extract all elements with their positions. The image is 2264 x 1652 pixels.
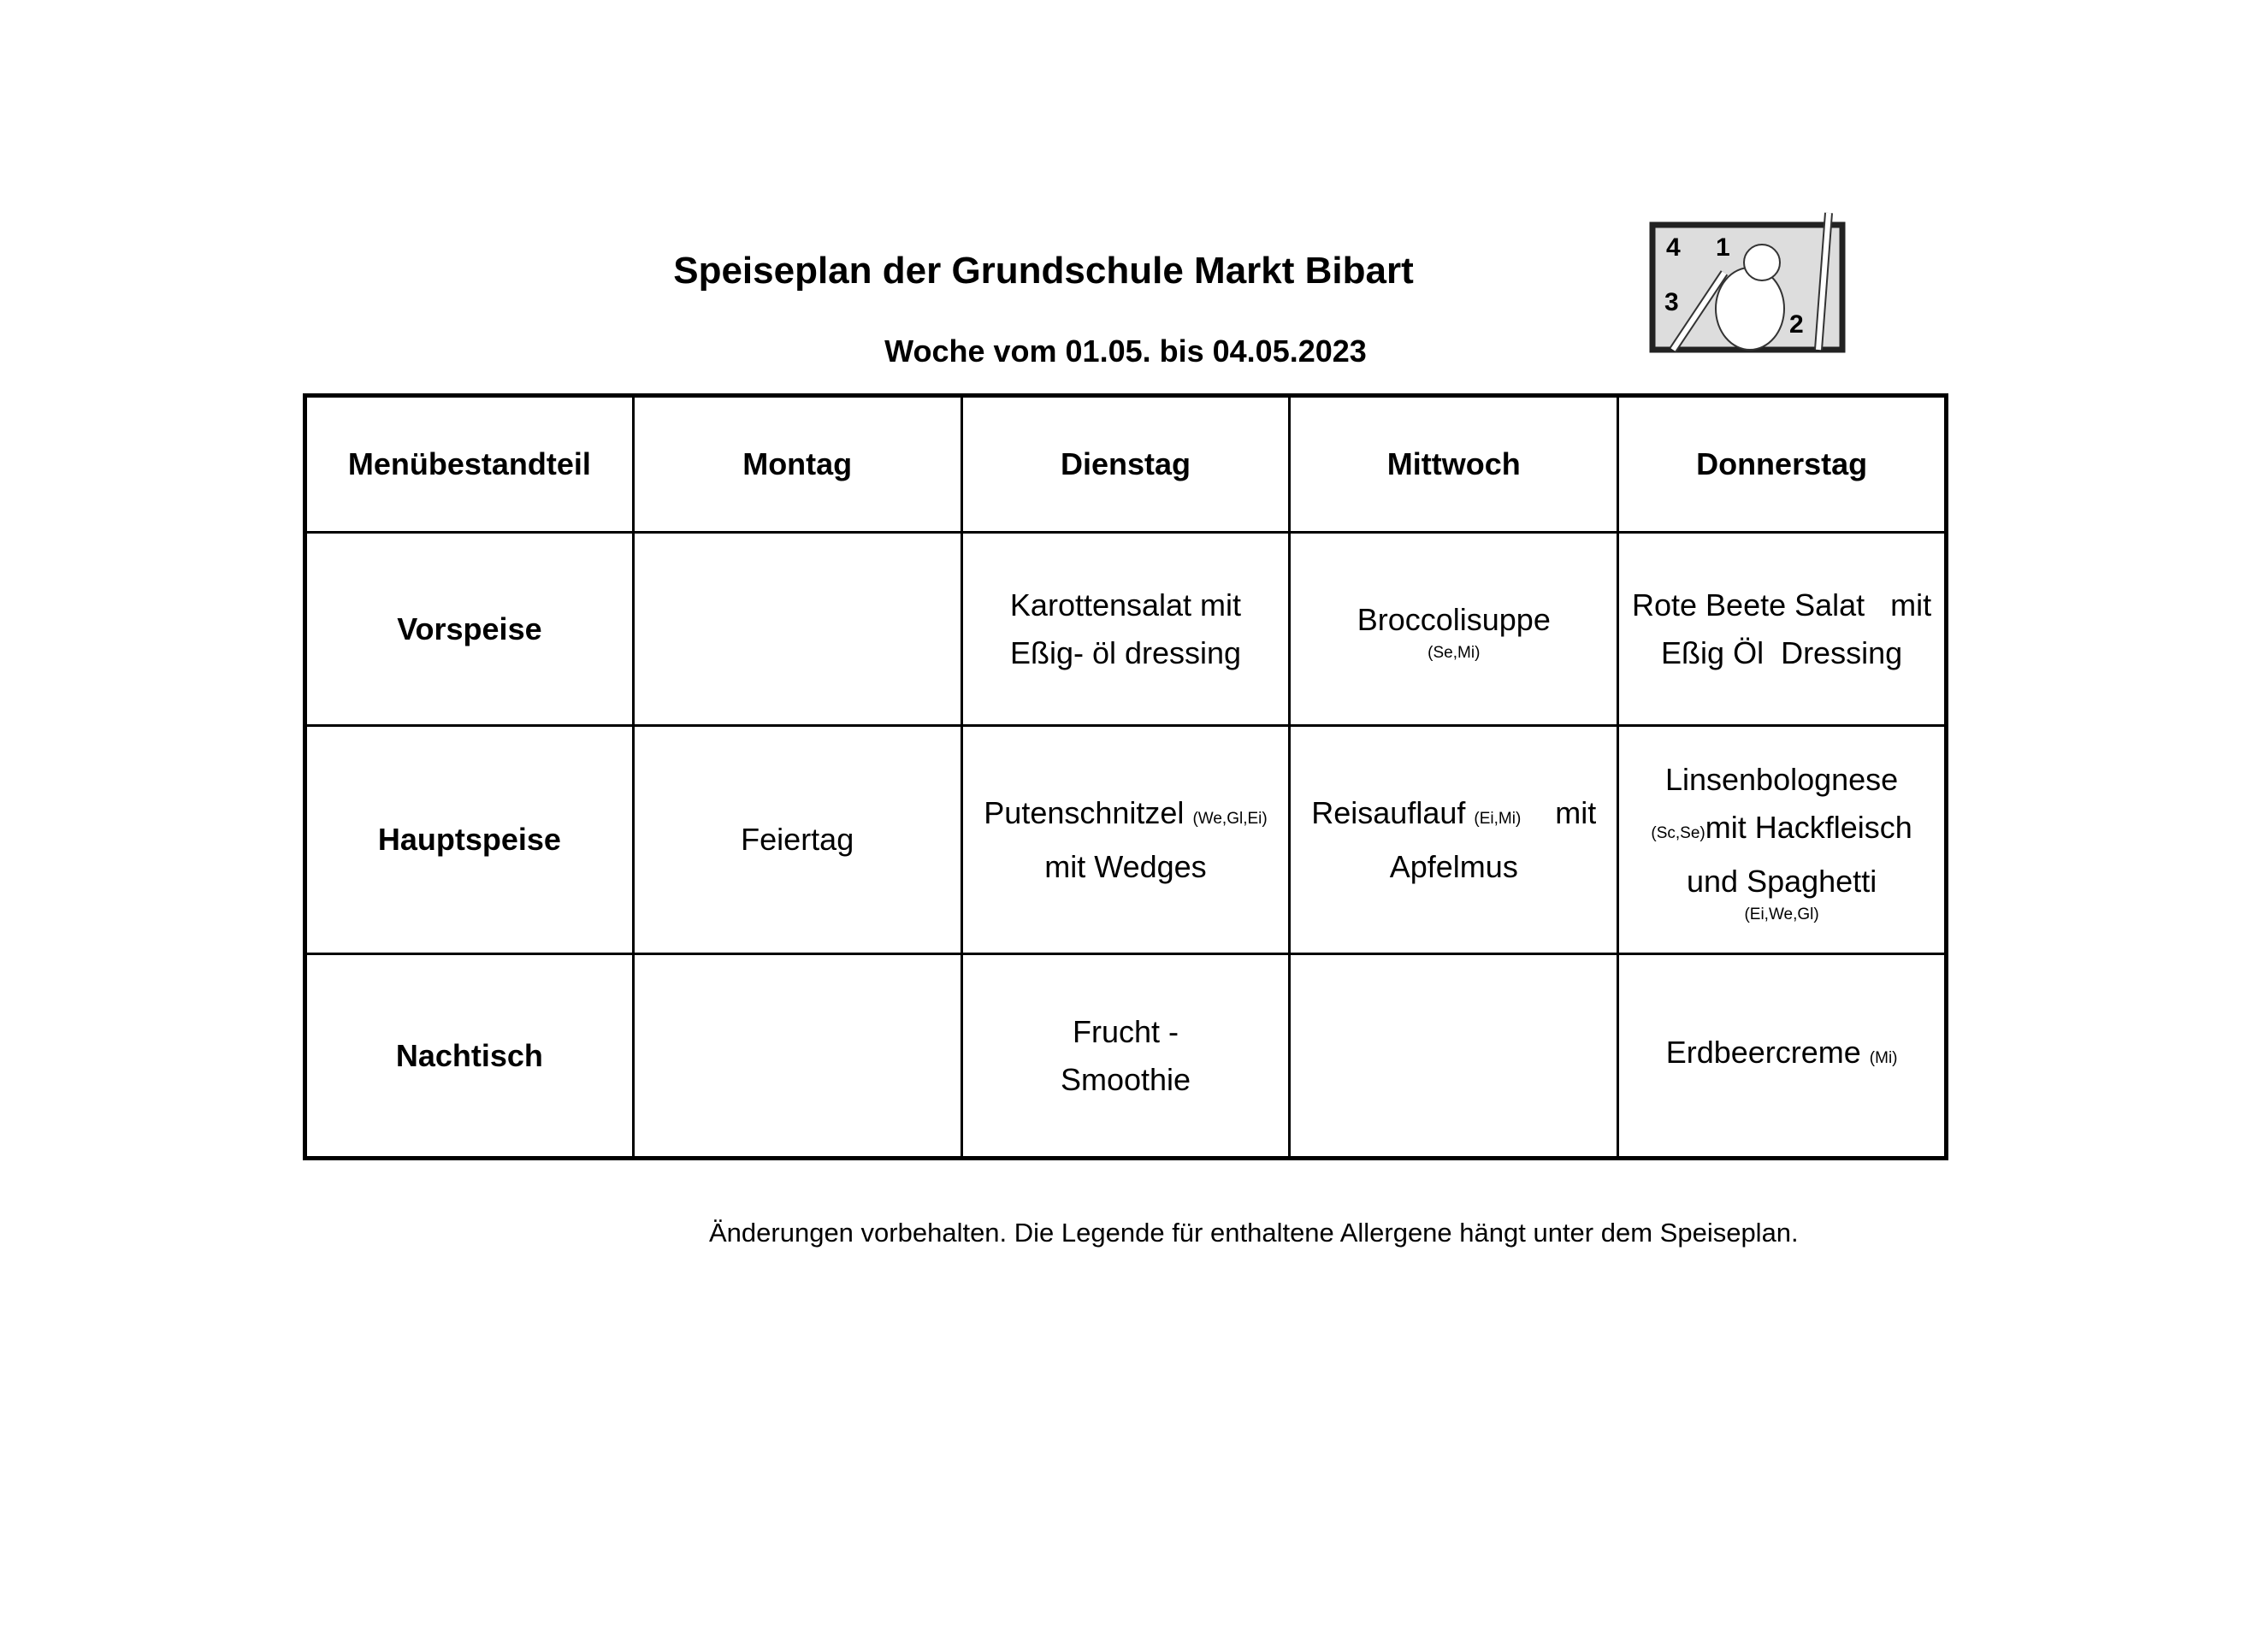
column-header: Donnerstag (1618, 396, 1947, 533)
cell-line: mit Wedges (1044, 848, 1207, 884)
cell-line: Eßig- öl dressing (1009, 634, 1242, 670)
allergen-note: (Ei,Mi) (1474, 809, 1522, 828)
svg-text:2: 2 (1789, 310, 1804, 339)
cell-mittwoch (1290, 726, 1618, 954)
table-header-row (305, 396, 1947, 533)
cell-montag (633, 533, 961, 726)
allergen-note: (Ei,We,Gl) (1744, 905, 1819, 923)
cell-line: und Spaghetti (1687, 863, 1877, 899)
week-range: Woche vom 01.05. bis 04.05.2023 (884, 333, 1367, 369)
row-label: Nachtisch (305, 954, 634, 1159)
cell-montag: Feiertag (633, 726, 961, 954)
allergen-note: (Sc,Se) (1651, 823, 1705, 842)
cell-mittwoch (1290, 954, 1618, 1159)
cell-line: Eßig Öl Dressing (1661, 634, 1903, 670)
allergen-note: (We,Gl,Ei) (1192, 809, 1268, 828)
footer-note: Änderungen vorbehalten. Die Legende für enthaltene Allergene hängt unter dem Speiseplan. (709, 1218, 1799, 1248)
cell-mittwoch (1290, 533, 1618, 726)
svg-text:1: 1 (1716, 233, 1730, 262)
cell-line: Karottensalat mit (1009, 587, 1242, 622)
school-mascot-logo (1647, 204, 1853, 355)
cell-dienstag (961, 726, 1290, 954)
cell-line: Smoothie (1060, 1061, 1191, 1097)
cell-line: Broccolisuppe (1357, 601, 1551, 637)
column-header: Mittwoch (1290, 396, 1618, 533)
svg-text:3: 3 (1664, 288, 1679, 316)
cell-line: Erdbeercreme (1665, 1035, 1861, 1070)
allergen-note: (Se,Mi) (1428, 643, 1481, 662)
column-header: Menübestandteil (305, 396, 634, 533)
allergen-note: (Mi) (1869, 1049, 1898, 1067)
cell-line: Linsenbolognese (1664, 761, 1899, 797)
page-title: Speiseplan der Grundschule Markt Bibart (673, 250, 1414, 292)
cell-line: Putenschnitzel (984, 794, 1185, 830)
cell-line: Frucht - (1072, 1013, 1179, 1049)
cell-line: Reisauflauf (1311, 794, 1466, 830)
row-label: Vorspeise (305, 533, 634, 726)
cell-dienstag (961, 533, 1290, 726)
menu-table (303, 393, 1948, 1160)
cell-donnerstag (1618, 954, 1947, 1159)
table-row (305, 533, 1947, 726)
cell-line: Apfelmus (1389, 848, 1518, 884)
cell-donnerstag (1618, 533, 1947, 726)
cell-montag (633, 954, 961, 1159)
row-label: Hauptspeise (305, 726, 634, 954)
cell-line: mit (1555, 794, 1597, 830)
column-header: Dienstag (961, 396, 1290, 533)
table-row (305, 954, 1947, 1159)
cell-donnerstag (1618, 726, 1947, 954)
table-row (305, 726, 1947, 954)
cell-line: Rote Beete Salat mit (1632, 587, 1932, 622)
column-header: Montag (633, 396, 961, 533)
svg-text:4: 4 (1666, 233, 1681, 262)
cell-dienstag (961, 954, 1290, 1159)
cell-line: mit Hackfleisch (1705, 809, 1912, 845)
